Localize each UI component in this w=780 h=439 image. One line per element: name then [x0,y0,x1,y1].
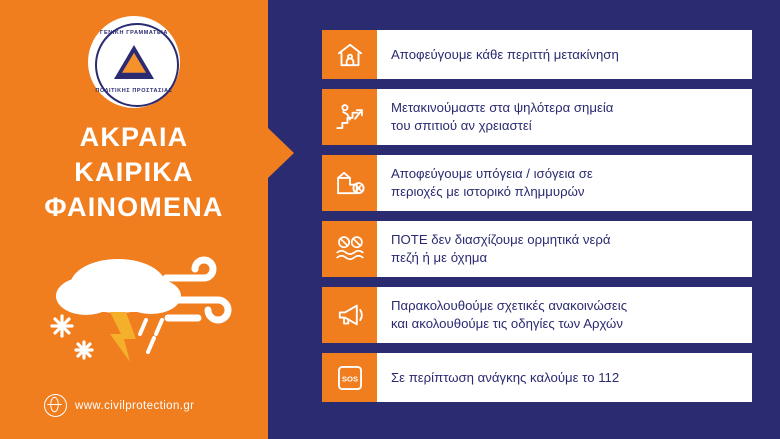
no-crossing-water-icon [322,221,377,277]
list-item [322,221,752,277]
list-item-line: Μετακινούμαστε στα ψηλότερα σημεία [391,100,614,115]
list-item-line: Αποφεύγουμε κάθε περιττή μετακίνηση [391,46,619,62]
list-item-text [377,287,752,343]
list-item [322,287,752,343]
list-item [322,353,752,402]
title-line-2: ΚΑΙΡΙΚΑ [74,157,194,187]
list-item-text [377,89,752,145]
list-item-line: Παρακολουθούμε σχετικές ανακοινώσεις [391,298,628,313]
list-item-line: Σε περίπτωση ανάγκης καλούμε το 112 [391,369,620,385]
advice-list [322,30,752,412]
stairs-up-arrow-icon [322,89,377,145]
storm-cloud-snow-rain-wind-icon [26,238,241,363]
sos-phone-icon [322,353,377,402]
list-item-line: περιοχές με ιστορικό πλημμυρών [391,184,585,199]
list-item-line: του σπιτιού αν χρειαστεί [391,118,532,133]
list-item [322,89,752,145]
list-item [322,30,752,79]
basement-no-entry-icon [322,155,377,211]
title-line-3: ΦΑΙΝΟΜΕΝΑ [44,192,224,222]
list-item [322,155,752,211]
list-item-text [377,353,752,402]
list-item-text [377,221,752,277]
list-item-text [377,155,752,211]
list-item-line: και ακολουθούμε τις οδηγίες των Αρχών [391,316,623,331]
house-person-icon [322,30,377,79]
svg-text:SOS: SOS [341,373,358,383]
globe-icon [44,394,67,417]
civil-protection-logo-icon [88,16,180,108]
arrow-pointer-icon [268,128,294,178]
title-line-1: ΑΚΡΑΙΑ [79,122,189,152]
logo-text-top: ΓΕΝΙΚΗ ΓΡΑΜΜΑΤΕΙΑ [100,30,168,36]
list-item-line: πεζή ή με όχημα [391,250,488,265]
left-panel [0,0,268,439]
page-title [0,120,268,225]
footer [44,394,194,417]
logo-text-bottom: ΠΟΛΙΤΙΚΗΣ ΠΡΟΣΤΑΣΙΑΣ [95,88,173,94]
list-item-line: ΠΟΤΕ δεν διασχίζουμε ορμητικά νερά [391,232,611,247]
megaphone-icon [322,287,377,343]
list-item-line: Αποφεύγουμε υπόγεια / ισόγεια σε [391,166,593,181]
list-item-text [377,30,752,79]
website-url[interactable]: www.civilprotection.gr [75,399,195,412]
